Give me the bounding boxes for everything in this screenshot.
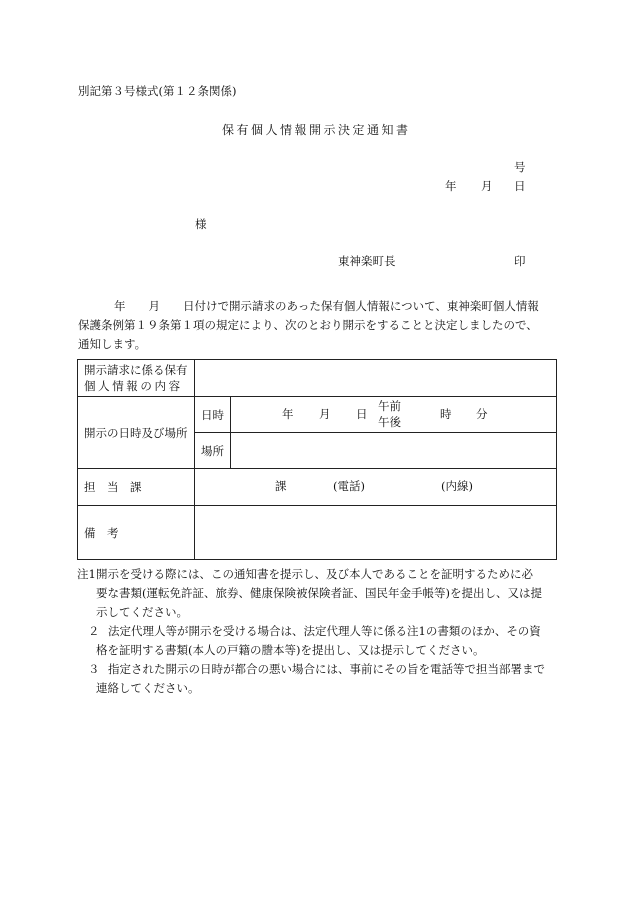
place-label: 場所 <box>195 433 231 469</box>
datetime-value <box>231 397 557 433</box>
note-2-line: 格を証明する書類(本人の戸籍の謄本等)を提出し、又は提示してください。 <box>96 643 485 657</box>
date-day-label: 日 <box>514 179 526 193</box>
datetime-day: 日 <box>356 407 368 421</box>
notes <box>78 565 568 698</box>
form-number: 別記第３号様式(第１２条関係) <box>78 84 237 98</box>
body-line: 保護条例第１９条第１項の規定により、次のとおり開示をすることと決定しましたので、 <box>78 318 538 332</box>
issuer-seal: 印 <box>514 254 526 268</box>
datetime-place-label: 開示の日時及び場所 <box>78 397 195 469</box>
addressee-suffix: 様 <box>195 217 207 231</box>
note-1-line: 開示を受ける際には、この通知書を提示し、及び本人であることを証明するために必 <box>96 567 533 581</box>
department-label: 担 当 課 <box>78 469 195 506</box>
note-3 <box>78 660 568 698</box>
body-line: 年 月 日付けで開示請求のあった保有個人情報について、東神楽町個人情報 <box>114 299 539 313</box>
place-value <box>231 433 557 469</box>
disclosure-table <box>77 359 557 560</box>
document-title: 保有個人情報開示決定通知書 <box>222 123 411 137</box>
note-1-line: 要な書類(運転免許証、旅券、健康保険被保険者証、国民年金手帳等)を提出し、又は提 <box>96 586 542 600</box>
note-3-line: 指定された開示の日時が都合の悪い場合には、事前にその旨を電話等で担当部署まで <box>108 662 545 676</box>
datetime-pm: 午後 <box>378 415 401 429</box>
issuer-name: 東神楽町長 <box>338 254 396 268</box>
content-label <box>78 360 195 397</box>
content-label-line1: 開示請求に係る保有 <box>84 363 188 377</box>
datetime-am: 午前 <box>378 399 401 413</box>
datetime-year: 年 <box>282 407 294 421</box>
note-3-line: 連絡してください。 <box>96 681 200 695</box>
department-extension: (内線) <box>441 479 473 493</box>
department-section: 課 <box>275 479 287 493</box>
datetime-minute: 分 <box>476 407 488 421</box>
datetime-label: 日時 <box>195 397 231 433</box>
content-label-line2: 個人情報の内容 <box>84 379 183 393</box>
document-number-label: 号 <box>514 160 526 174</box>
note-1-line: 示してください。 <box>96 605 188 619</box>
date-month-label: 月 <box>481 179 493 193</box>
note-3-number: ３ <box>88 662 100 676</box>
body-paragraph <box>78 297 558 354</box>
note-1-number: 注1 <box>77 567 96 581</box>
datetime-hour: 時 <box>440 407 452 421</box>
department-phone: (電話) <box>333 479 365 493</box>
date-year-label: 年 <box>445 179 457 193</box>
note-1 <box>78 565 568 622</box>
body-line: 通知します。 <box>78 337 147 351</box>
content-value <box>195 360 557 397</box>
note-2-line: 法定代理人等が開示を受ける場合は、法定代理人等に係る注1の書類のほか、その資 <box>108 624 541 638</box>
note-2 <box>78 622 568 660</box>
remarks-label: 備 考 <box>78 506 195 560</box>
note-2-number: ２ <box>88 624 100 638</box>
remarks-value <box>195 506 557 560</box>
department-value <box>195 469 557 506</box>
datetime-month: 月 <box>319 407 331 421</box>
